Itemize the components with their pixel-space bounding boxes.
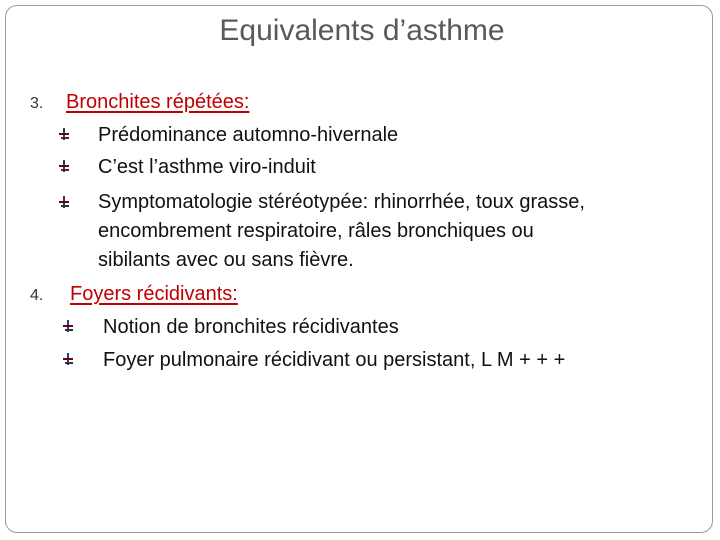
arrow-bullet-icon: [63, 320, 73, 332]
slide-title: Equivalents d’asthme: [219, 14, 505, 47]
list-item: Prédominance automno-hivernale: [98, 124, 399, 146]
list-item: Foyer pulmonaire récidivant ou persistant, L M + + +: [103, 349, 566, 371]
arrow-bullet-icon: [59, 160, 69, 172]
list-item: Notion de bronchites récidivantes: [103, 316, 399, 338]
list-item-continuation: encombrement respiratoire, râles bronchiques ou: [98, 220, 534, 242]
section-number: 4.: [30, 287, 44, 304]
list-item: Symptomatologie stéréotypée: rhinorrhée, toux grasse,: [98, 191, 585, 213]
list-item: C’est l’asthme viro-induit: [98, 156, 316, 178]
section-heading: Bronchites répétées:: [66, 91, 250, 113]
arrow-bullet-icon: [63, 353, 73, 365]
arrow-bullet-icon: [59, 196, 69, 208]
arrow-bullet-icon: [59, 128, 69, 140]
list-item-continuation: sibilants avec ou sans fièvre.: [98, 249, 354, 271]
section-number: 3.: [30, 95, 44, 112]
section-heading: Foyers récidivants:: [70, 283, 238, 305]
